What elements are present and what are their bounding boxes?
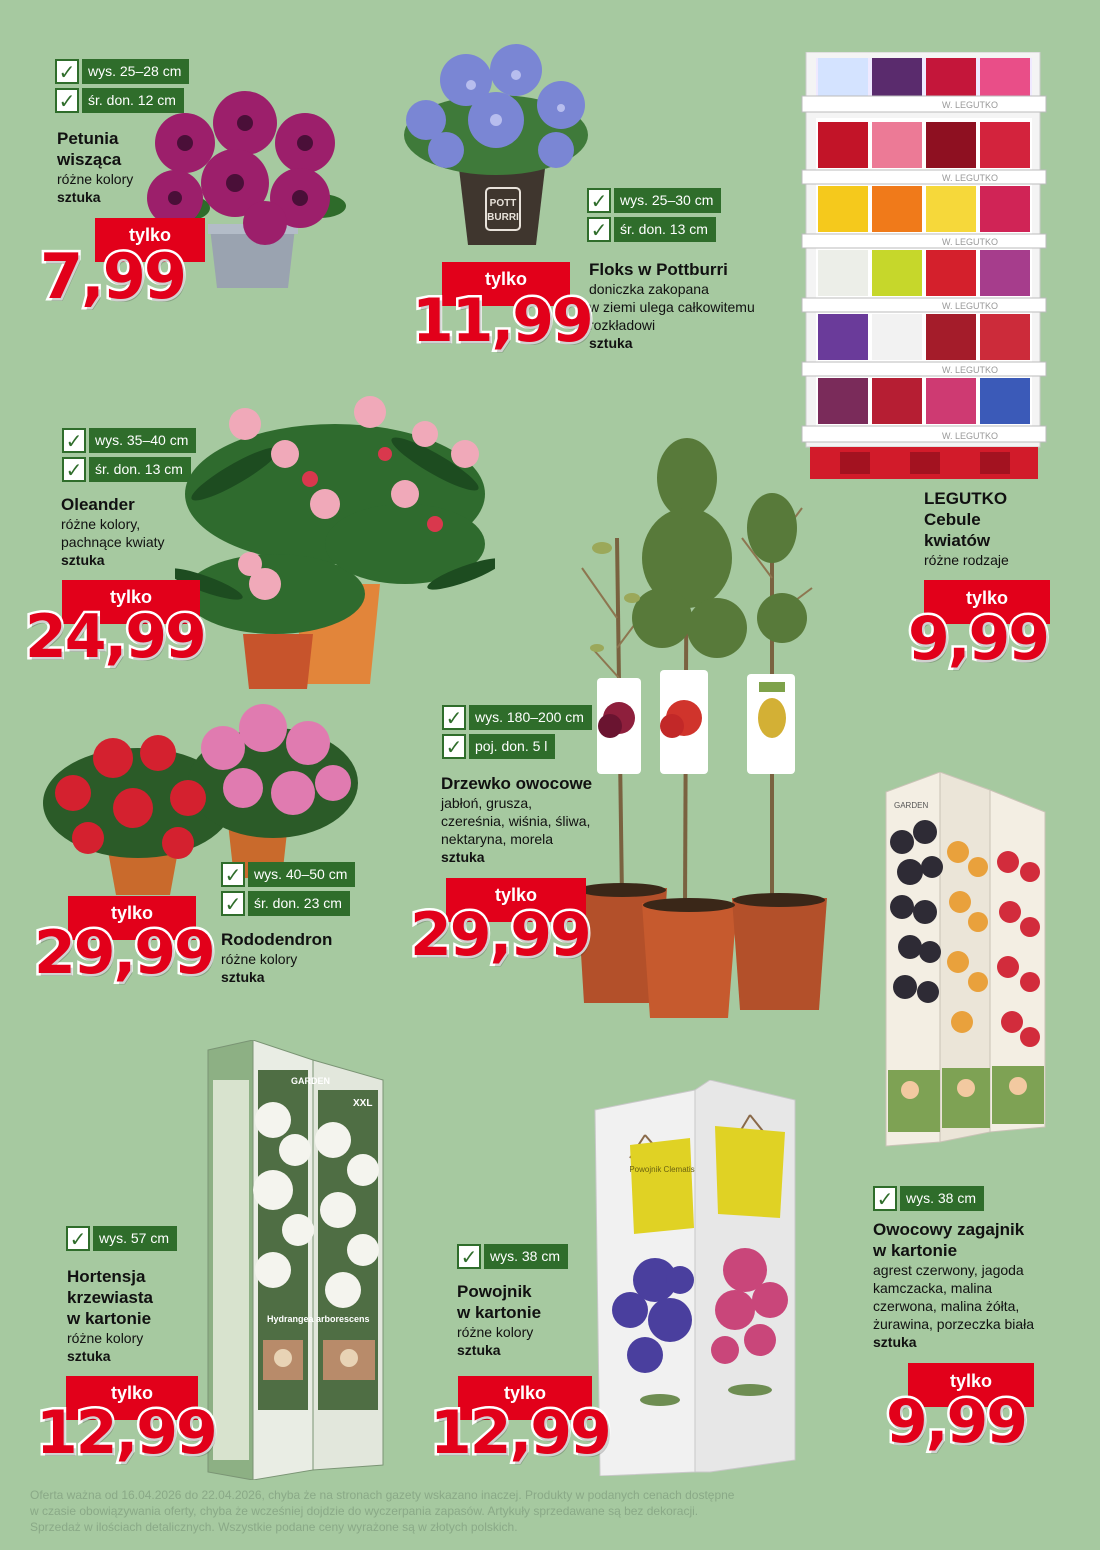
checkmark-icon: ✓ bbox=[442, 734, 466, 759]
product-unit: sztuka bbox=[221, 969, 265, 985]
oleander-image bbox=[175, 384, 495, 690]
spec-tag: ✓ poj. don. 5 l bbox=[442, 734, 592, 759]
product-unit: sztuka bbox=[67, 1348, 111, 1364]
product-floks bbox=[587, 188, 721, 242]
product-info-drzewko bbox=[441, 773, 621, 866]
product-info-hortensja bbox=[67, 1266, 207, 1365]
product-unit: sztuka bbox=[57, 189, 101, 205]
svg-text:W. LEGUTKO: W. LEGUTKO bbox=[941, 365, 999, 375]
product-unit: sztuka bbox=[441, 849, 485, 865]
product-info-legutko bbox=[924, 488, 1064, 569]
price-value: 29,99 bbox=[410, 900, 590, 970]
product-zagajnik bbox=[873, 1186, 984, 1211]
svg-text:POTT: POTT bbox=[489, 198, 517, 209]
product-desc: czereśnia, wiśnia, śliwa, bbox=[441, 813, 591, 829]
checkmark-icon: ✓ bbox=[221, 862, 245, 887]
product-desc: różne kolory bbox=[67, 1330, 144, 1346]
price-value: 11,99 bbox=[412, 286, 592, 356]
spec-tag: ✓ śr. don. 12 cm bbox=[55, 88, 189, 113]
product-desc: pachnące kwiaty bbox=[61, 534, 165, 550]
spec-tag: ✓ śr. don. 23 cm bbox=[221, 891, 355, 916]
product-desc: kamczacka, malina bbox=[873, 1280, 993, 1296]
checkmark-icon: ✓ bbox=[457, 1244, 481, 1269]
spec-tags bbox=[66, 1226, 177, 1251]
spec-tag: ✓ wys. 25–30 cm bbox=[587, 188, 721, 213]
product-desc: agrest czerwony, jagoda bbox=[873, 1262, 1024, 1278]
svg-text:W. LEGUTKO: W. LEGUTKO bbox=[941, 431, 999, 441]
product-info-floks bbox=[589, 259, 809, 352]
product-name-line3: w kartonie bbox=[67, 1309, 152, 1328]
product-unit: sztuka bbox=[873, 1334, 917, 1350]
box-badge-text: XXL bbox=[353, 1098, 373, 1109]
price-label: tylko bbox=[446, 878, 586, 922]
spec-tag: ✓ śr. don. 13 cm bbox=[587, 217, 721, 242]
spec-tag: ✓ wys. 35–40 cm bbox=[62, 428, 196, 453]
svg-text:W. LEGUTKO: W. LEGUTKO bbox=[941, 237, 999, 247]
checkmark-icon: ✓ bbox=[587, 217, 611, 242]
footer-line: Oferta ważna od 16.04.2026 do 22.04.2026, chyba że na stronach gazety wskazano inaczej. Produkty w podanych cenach dostępne bbox=[30, 1488, 735, 1502]
product-name: Oleander bbox=[61, 495, 135, 514]
product-powojnik bbox=[457, 1244, 568, 1269]
product-desc: doniczka zakopana bbox=[589, 281, 709, 297]
product-info-zagajnik bbox=[873, 1219, 1083, 1351]
product-name: LEGUTKO bbox=[924, 489, 1008, 508]
spec-tag: ✓ wys. 38 cm bbox=[873, 1186, 984, 1211]
spec-tags bbox=[587, 188, 721, 242]
checkmark-icon: ✓ bbox=[442, 705, 466, 730]
price-value: 29,99 bbox=[34, 918, 214, 988]
product-name-line3: kwiatów bbox=[924, 531, 991, 550]
price-label: tylko bbox=[62, 580, 200, 624]
spec-tags bbox=[221, 862, 355, 916]
footer-line: Sprzedaż w ilościach detalicznych. Wszystkie podane ceny wyrażone są w złotych polskich. bbox=[30, 1520, 518, 1534]
svg-text:BURRI: BURRI bbox=[487, 212, 519, 223]
price-label: tylko bbox=[68, 896, 196, 940]
product-unit: sztuka bbox=[61, 552, 105, 568]
product-name-line2: w kartonie bbox=[873, 1241, 958, 1260]
footer-line: w czasie obowiązywania oferty, chyba że wcześniej dojdzie do wyczerpania zapasów. Artykuły sprzedawane są bez dekoracji. bbox=[30, 1504, 699, 1518]
svg-text:W. LEGUTKO: W. LEGUTKO bbox=[941, 301, 999, 311]
clematis-boxes-image bbox=[590, 1080, 805, 1476]
product-desc: różne rodzaje bbox=[924, 552, 1009, 568]
product-desc: w ziemi ulega całkowitemu bbox=[589, 299, 755, 315]
product-rododendron bbox=[221, 862, 355, 916]
checkmark-icon: ✓ bbox=[62, 457, 86, 482]
price-label: tylko bbox=[66, 1376, 198, 1420]
spec-tags bbox=[873, 1186, 984, 1211]
product-desc: nektaryna, morela bbox=[441, 831, 554, 847]
product-name: Rododendron bbox=[221, 930, 333, 949]
price-label: tylko bbox=[442, 262, 570, 306]
product-name-line2: w kartonie bbox=[457, 1303, 542, 1322]
product-desc: różne kolory, bbox=[61, 516, 141, 532]
checkmark-icon: ✓ bbox=[55, 59, 79, 84]
box-label-text: Hydrangea arborescens bbox=[267, 1314, 370, 1324]
checkmark-icon: ✓ bbox=[62, 428, 86, 453]
svg-text:W. LEGUTKO: W. LEGUTKO bbox=[941, 100, 999, 110]
checkmark-icon: ✓ bbox=[873, 1186, 897, 1211]
checkmark-icon: ✓ bbox=[55, 88, 79, 113]
product-name: Powojnik bbox=[457, 1282, 532, 1301]
product-desc: różne kolory bbox=[57, 171, 134, 187]
hydrangea-boxes-image bbox=[203, 1040, 393, 1480]
box-brand-text: GARDEN bbox=[291, 1076, 331, 1086]
spec-tag: ✓ wys. 38 cm bbox=[457, 1244, 568, 1269]
spec-tags bbox=[457, 1244, 568, 1269]
fruit-bush-boxes-image bbox=[880, 772, 1050, 1148]
product-desc: jabłoń, grusza, bbox=[441, 795, 533, 811]
product-desc: różne kolory bbox=[221, 951, 298, 967]
price-value: 7,99 bbox=[40, 240, 185, 313]
fruit-tree-image bbox=[572, 418, 832, 1020]
svg-text:W. LEGUTKO: W. LEGUTKO bbox=[941, 173, 999, 183]
product-desc: różne kolory bbox=[457, 1324, 534, 1340]
product-desc: czerwona, malina żółta, bbox=[873, 1298, 1020, 1314]
product-info-rododendron bbox=[221, 929, 371, 986]
product-drzewko bbox=[442, 705, 592, 759]
spec-tag: ✓ wys. 180–200 cm bbox=[442, 705, 592, 730]
product-info-powojnik bbox=[457, 1281, 587, 1359]
product-desc: żurawina, porzeczka biała bbox=[873, 1316, 1035, 1332]
price-label: tylko bbox=[458, 1376, 592, 1420]
product-name-line2: Cebule bbox=[924, 510, 981, 529]
product-name: Hortensja bbox=[67, 1267, 146, 1286]
checkmark-icon: ✓ bbox=[221, 891, 245, 916]
legal-footer bbox=[30, 1487, 810, 1535]
product-name-line2: krzewiasta bbox=[67, 1288, 153, 1307]
product-unit: sztuka bbox=[589, 335, 633, 351]
spec-tag: ✓ wys. 57 cm bbox=[66, 1226, 177, 1251]
spec-tag: ✓ wys. 40–50 cm bbox=[221, 862, 355, 887]
product-name: Drzewko owocowe bbox=[441, 774, 593, 793]
checkmark-icon: ✓ bbox=[587, 188, 611, 213]
price-value: 9,99 bbox=[908, 604, 1049, 674]
product-unit: sztuka bbox=[457, 1342, 501, 1358]
price-label: tylko bbox=[924, 580, 1050, 624]
price-label: tylko bbox=[908, 1363, 1034, 1407]
price-value: 12,99 bbox=[36, 1398, 216, 1468]
product-hortensja bbox=[66, 1226, 177, 1251]
spec-tag: ✓ wys. 25–28 cm bbox=[55, 59, 189, 84]
box-brand-text: GARDEN bbox=[894, 801, 929, 810]
product-desc: rozkładowi bbox=[589, 317, 656, 333]
product-name: Owocowy zagajnik bbox=[873, 1220, 1025, 1239]
checkmark-icon: ✓ bbox=[66, 1226, 90, 1251]
spec-tag: ✓ śr. don. 13 cm bbox=[62, 457, 196, 482]
product-name: Petunia bbox=[57, 129, 119, 148]
legutko-display-image bbox=[800, 52, 1048, 482]
price-value: 12,99 bbox=[430, 1398, 610, 1468]
price-label: tylko bbox=[95, 218, 205, 262]
floks-image bbox=[396, 40, 596, 250]
product-name-line2: wisząca bbox=[57, 150, 122, 169]
price-value: 9,99 bbox=[886, 1387, 1027, 1457]
price-value: 24,99 bbox=[25, 602, 205, 672]
box-label-text: Powojnik Clematis bbox=[629, 1165, 695, 1174]
product-name: Floks w Pottburri bbox=[589, 260, 728, 279]
spec-tags bbox=[442, 705, 592, 759]
